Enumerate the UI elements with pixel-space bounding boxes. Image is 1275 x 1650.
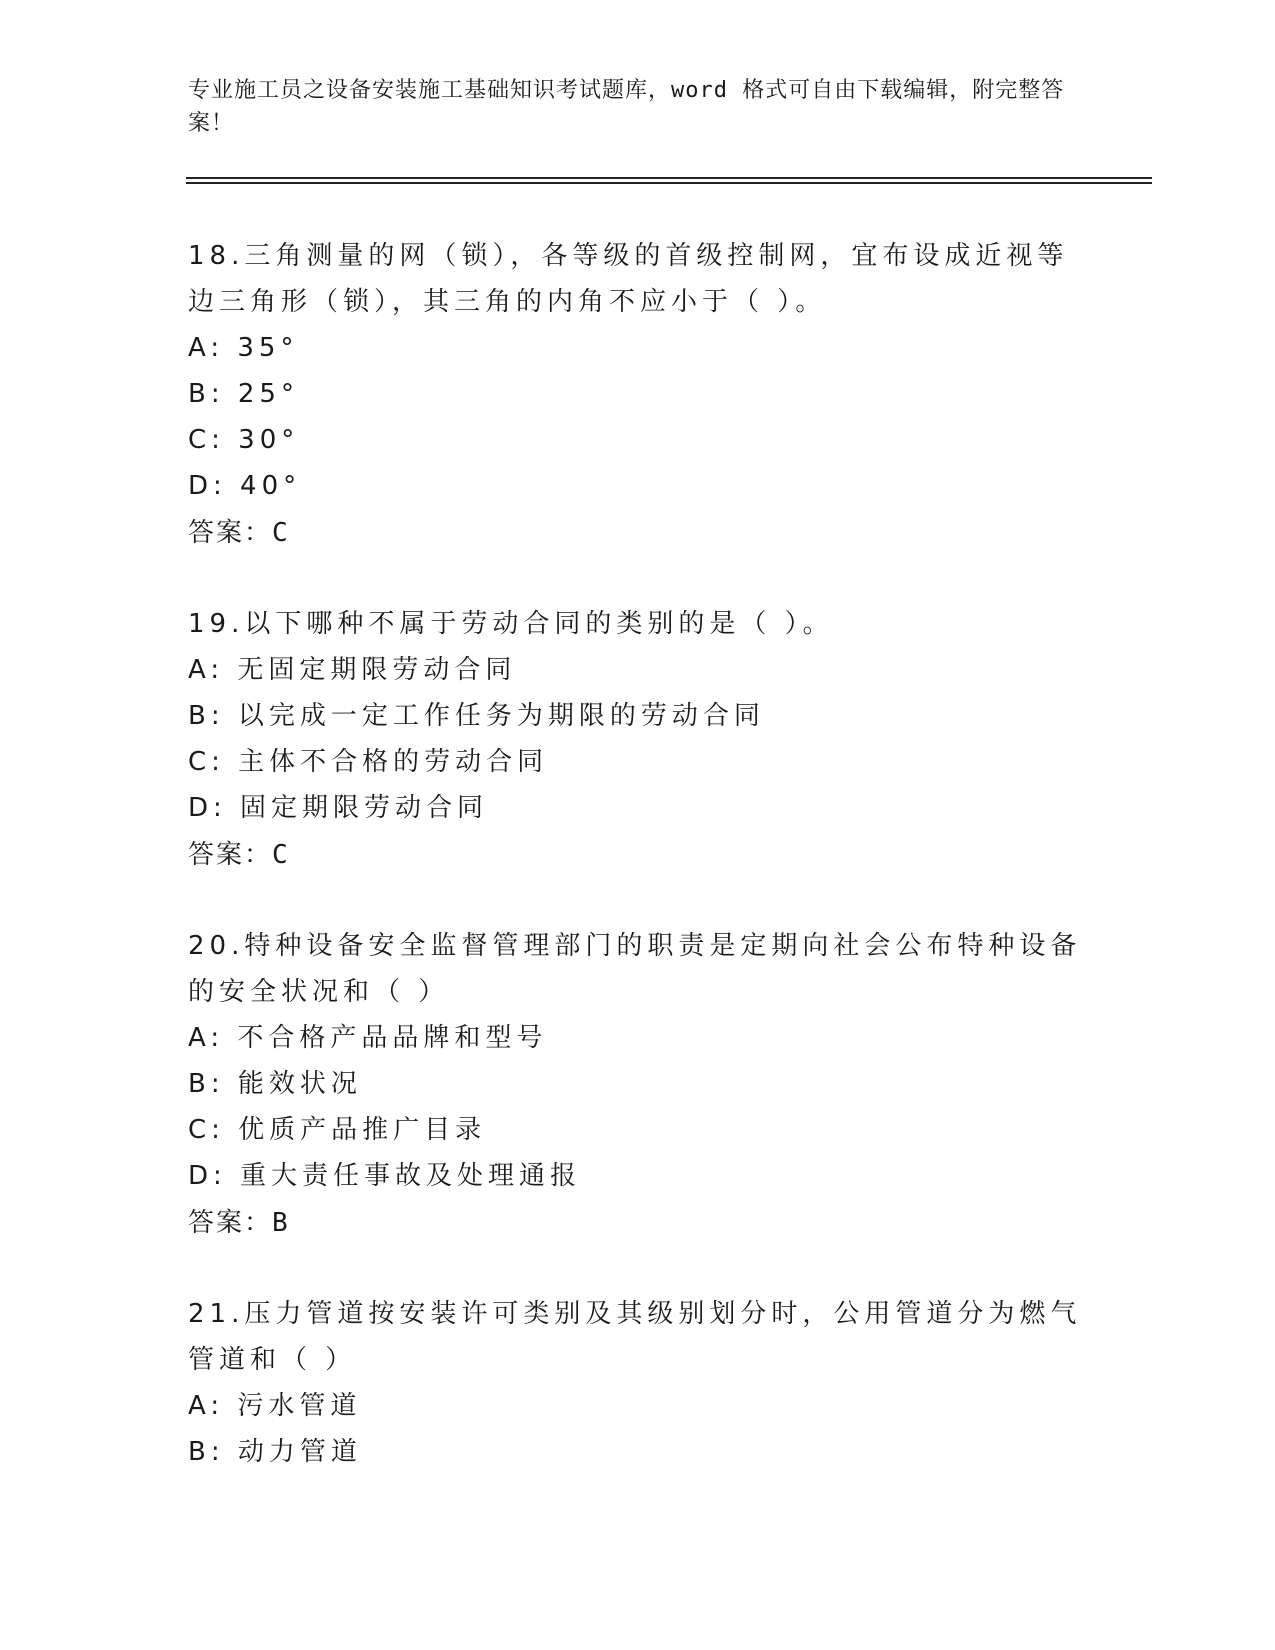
question-stem: 20.特种设备安全监督管理部门的职责是定期向社会公布特种设备的安全状况和（ ） [188,931,1082,1007]
question-list [188,233,1088,1519]
option-b: B: 动力管道 [188,1437,362,1467]
option-c: C: 优质产品推广目录 [188,1115,487,1145]
question-stem: 19.以下哪种不属于劳动合同的类别的是（ ）。 [188,609,834,639]
option-a: A: 无固定期限劳动合同 [188,655,517,685]
answer-text: 答案：C [188,518,290,548]
question-19 [188,601,1088,879]
question-20 [188,923,1088,1247]
option-c: C: 30° [188,425,300,455]
header-divider-bottom [186,182,1152,184]
option-d: D: 固定期限劳动合同 [188,793,489,823]
answer-text: 答案：B [188,1208,290,1238]
option-b: B: 25° [188,379,299,409]
option-c: C: 主体不合格的劳动合同 [188,747,549,777]
question-stem: 21.压力管道按安装许可类别及其级别划分时，公用管道分为燃气管道和（ ） [188,1299,1082,1375]
option-a: A: 污水管道 [188,1391,362,1421]
question-stem: 18.三角测量的网（锁），各等级的首级控制网，宜布设成近视等边三角形（锁），其三角的内角不应小于（ ）。 [188,241,1069,317]
option-b: B: 能效状况 [188,1069,362,1099]
option-a: A: 35° [188,333,299,363]
document-header: 专业施工员之设备安装施工基础知识考试题库，word 格式可自由下载编辑，附完整答案！ [188,78,1065,136]
header-divider-top [186,177,1152,179]
option-d: D: 重大责任事故及处理通报 [188,1161,582,1191]
option-a: A: 不合格产品品牌和型号 [188,1023,548,1053]
option-d: D: 40° [188,471,302,501]
option-b: B: 以完成一定工作任务为期限的劳动合同 [188,701,765,731]
answer-text: 答案：C [188,840,290,870]
question-21 [188,1291,1088,1475]
question-18 [188,233,1088,557]
